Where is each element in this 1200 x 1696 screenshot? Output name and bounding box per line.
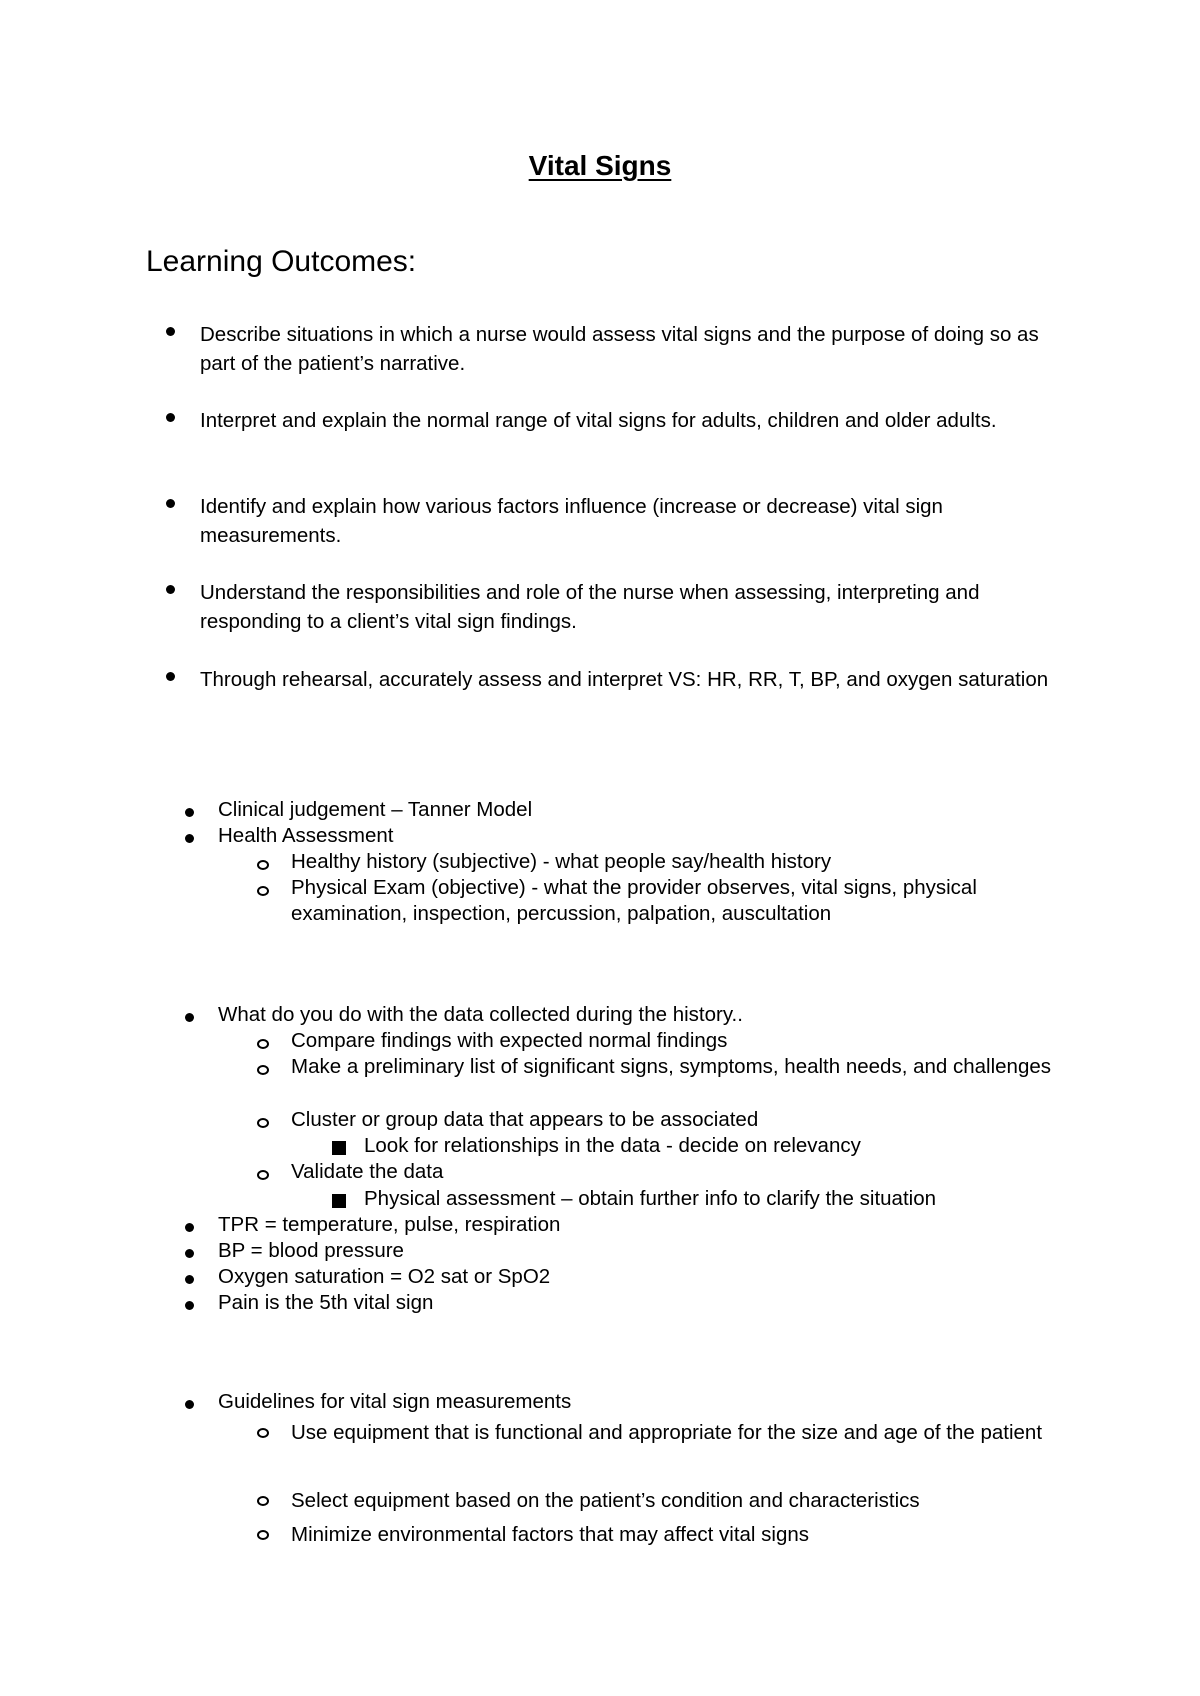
square-bullet-icon [332, 1194, 346, 1208]
circle-bullet-icon [257, 1065, 269, 1075]
list-item: Clinical judgement – Tanner Model [218, 798, 533, 821]
square-bullet-icon [332, 1141, 346, 1155]
bullet-icon [185, 1275, 194, 1284]
circle-bullet-icon [257, 1039, 269, 1049]
bullet-icon [166, 585, 175, 594]
circle-bullet-icon [257, 1170, 269, 1180]
circle-bullet-icon [257, 860, 269, 870]
list-item: Oxygen saturation = O2 sat or SpO2 [218, 1265, 551, 1288]
document-title: Vital Signs [528, 150, 672, 181]
learning-outcome-1: Describe situations in which a nurse would assess vital signs and the purpose of doing so as part of the patient’s narrative. [200, 323, 1039, 375]
circle-bullet-icon [257, 1496, 269, 1506]
list-item: TPR = temperature, pulse, respiration [218, 1213, 561, 1236]
list-item: What do you do with the data collected during the history.. [218, 1003, 743, 1026]
sub-list-item: Validate the data [291, 1160, 444, 1183]
sub-list-item: Physical Exam (objective) - what the provider observes, vital signs, physical examination, inspection, percussion, palpation, auscultation [291, 876, 977, 925]
bullet-icon [185, 1301, 194, 1310]
bullet-icon [185, 808, 194, 817]
learning-outcome-4: Understand the responsibilities and role of the nurse when assessing, interpreting and responding to a client’s vital sign findings. [200, 581, 980, 633]
learning-outcome-3: Identify and explain how various factors influence (increase or decrease) vital sign measurements. [200, 495, 943, 547]
bullet-icon [185, 1400, 194, 1409]
sub-list-item: Select equipment based on the patient’s condition and characteristics [291, 1489, 920, 1512]
sub-list-item: Compare findings with expected normal findings [291, 1029, 728, 1052]
bullet-icon [185, 834, 194, 843]
sub-list-item: Use equipment that is functional and appropriate for the size and age of the patient [291, 1421, 1043, 1444]
sub-list-item: Cluster or group data that appears to be associated [291, 1108, 759, 1131]
bullet-icon [185, 1223, 194, 1232]
bullet-icon [166, 413, 175, 422]
sub-sub-list-item: Look for relationships in the data - decide on relevancy [364, 1134, 861, 1157]
sub-list-item: Make a preliminary list of significant signs, symptoms, health needs, and challenges [291, 1055, 1052, 1078]
circle-bullet-icon [257, 1118, 269, 1128]
learning-outcome-5: Through rehearsal, accurately assess and interpret VS: HR, RR, T, BP, and oxygen saturation [200, 668, 1049, 691]
sub-list-item: Healthy history (subjective) - what people say/health history [291, 850, 832, 873]
learning-outcomes-heading: Learning Outcomes: [146, 245, 417, 278]
sub-list-item: Minimize environmental factors that may affect vital signs [291, 1523, 810, 1546]
list-item: BP = blood pressure [218, 1239, 404, 1262]
list-item: Guidelines for vital sign measurements [218, 1390, 572, 1413]
circle-bullet-icon [257, 886, 269, 896]
list-item: Health Assessment [218, 824, 394, 847]
circle-bullet-icon [257, 1428, 269, 1438]
learning-outcome-2: Interpret and explain the normal range of vital signs for adults, children and older adults. [200, 409, 997, 432]
bullet-icon [185, 1013, 194, 1022]
bullet-icon [166, 672, 175, 681]
sub-sub-list-item: Physical assessment – obtain further info to clarify the situation [364, 1187, 937, 1210]
bullet-icon [166, 499, 175, 508]
circle-bullet-icon [257, 1530, 269, 1540]
bullet-icon [185, 1249, 194, 1258]
bullet-icon [166, 327, 175, 336]
list-item: Pain is the 5th vital sign [218, 1291, 434, 1314]
